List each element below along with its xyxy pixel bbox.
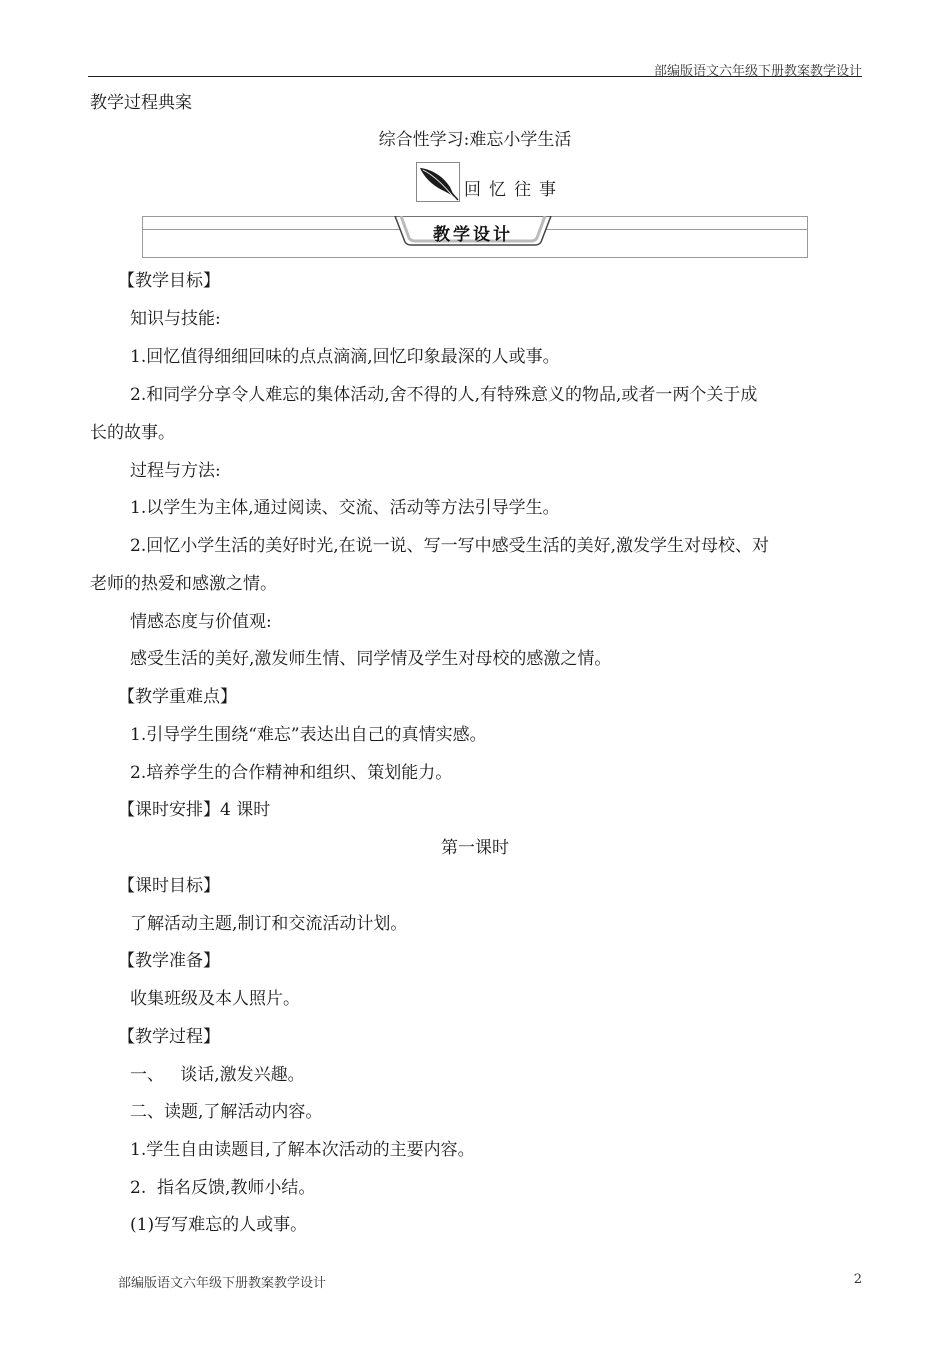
lesson-title: 第一课时 xyxy=(441,838,509,858)
paragraph: 1.以学生为主体,通过阅读、交流、活动等方法引导学生。 xyxy=(130,498,560,518)
paragraph: 1.引导学生围绕“难忘”表达出自己的真情实感。 xyxy=(130,725,487,745)
subheading-attitude: 情感态度与价值观: xyxy=(130,612,272,632)
banner-label: 教学设计 xyxy=(433,225,513,245)
subtitle-row xyxy=(416,162,564,202)
paragraph-continuation: 老师的热爱和感激之情。 xyxy=(90,574,277,594)
paragraph-continuation: 长的故事。 xyxy=(90,423,175,443)
heading-teaching-goals: 【教学目标】 xyxy=(118,271,220,291)
list-item: 一、 谈话,激发兴趣。 xyxy=(130,1065,305,1085)
paragraph: 收集班级及本人照片。 xyxy=(130,989,300,1009)
page-title: 综合性学习:难忘小学生活 xyxy=(378,130,572,150)
paragraph: 2.培养学生的合作精神和组织、策划能力。 xyxy=(130,763,453,783)
list-item: 2. 指名反馈,教师小结。 xyxy=(130,1178,316,1198)
list-item: 二、读题,了解活动内容。 xyxy=(130,1102,323,1122)
section-label: 教学过程典案 xyxy=(90,93,192,113)
subheading-knowledge: 知识与技能: xyxy=(130,309,221,329)
paragraph: 2.回忆小学生活的美好时光,在说一说、写一写中感受生活的美好,激发学生对母校、对 xyxy=(130,536,770,556)
heading-lesson-goals: 【课时目标】 xyxy=(118,876,220,896)
paragraph: 2.和同学分享令人难忘的集体活动,舍不得的人,有特殊意义的物品,或者一两个关于成 xyxy=(130,385,758,405)
subtitle: 回忆往事 xyxy=(464,180,564,200)
list-item: 1.学生自由读题目,了解本次活动的主要内容。 xyxy=(130,1140,475,1160)
page-number: 2 xyxy=(853,1272,862,1287)
list-item: (1)写写难忘的人或事。 xyxy=(130,1215,308,1235)
header-rule xyxy=(88,76,862,77)
quill-pen-icon xyxy=(416,162,460,202)
heading-process: 【教学过程】 xyxy=(118,1027,220,1047)
subheading-process: 过程与方法: xyxy=(130,461,221,481)
heading-schedule: 【课时安排】4 课时 xyxy=(118,800,271,820)
running-header: 部编版语文六年级下册教案教学设计 xyxy=(653,64,862,79)
paragraph: 了解活动主题,制订和交流活动计划。 xyxy=(130,914,408,934)
teaching-design-banner xyxy=(142,216,808,258)
heading-preparation: 【教学准备】 xyxy=(118,951,220,971)
running-footer: 部编版语文六年级下册教案教学设计 xyxy=(118,1276,327,1291)
paragraph: 感受生活的美好,激发师生情、同学情及学生对母校的感激之情。 xyxy=(130,649,612,669)
paragraph: 1.回忆值得细细回味的点点滴滴,回忆印象最深的人或事。 xyxy=(130,347,560,367)
heading-key-points: 【教学重难点】 xyxy=(118,687,237,707)
